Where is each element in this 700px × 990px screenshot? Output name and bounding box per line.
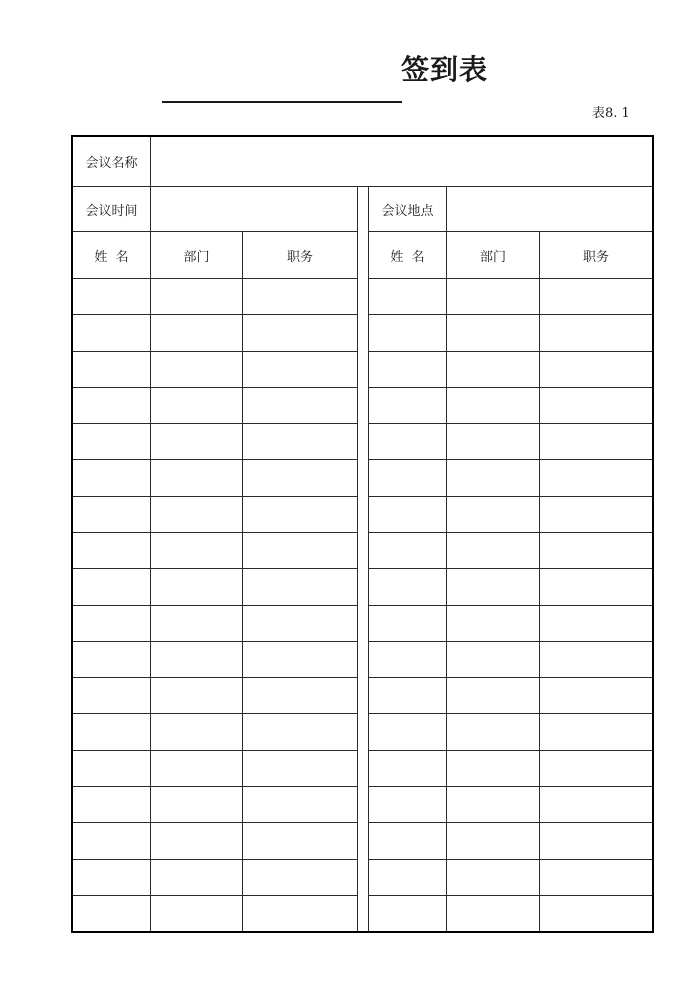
signin-cell-name (369, 460, 447, 495)
signin-row (73, 460, 357, 496)
signin-cell-name (73, 860, 151, 895)
signin-cell-position (540, 388, 652, 423)
signin-cell-department (151, 678, 243, 713)
signin-cell-name (73, 279, 151, 314)
signin-cell-position (540, 896, 652, 931)
signin-cell-name (73, 714, 151, 749)
signin-cell-name (73, 751, 151, 786)
signin-cell-department (447, 678, 540, 713)
signin-cell-department (447, 533, 540, 568)
signin-cell-position (540, 352, 652, 387)
signin-cell-department (151, 424, 243, 459)
signin-cell-department (151, 533, 243, 568)
meeting-location-row (369, 187, 652, 232)
signin-cell-position (243, 388, 357, 423)
signin-cell-name (369, 642, 447, 677)
signin-row (73, 823, 357, 859)
header-position: 职务 (582, 249, 609, 265)
figure-number-label: 表8. 1 (592, 106, 630, 121)
signin-cell-department (151, 569, 243, 604)
signin-cell-name (73, 388, 151, 423)
signin-row (369, 896, 652, 931)
header-row-left (73, 232, 357, 279)
signin-cell-name (369, 497, 447, 532)
signin-cell-position (540, 569, 652, 604)
signin-cell-department (151, 787, 243, 822)
signin-cell-position (243, 279, 357, 314)
meeting-location-label: 会议地点 (369, 187, 447, 231)
signin-row (73, 388, 357, 424)
column-group-divider (358, 187, 368, 931)
signin-rows-right (369, 279, 652, 931)
signin-cell-department (151, 279, 243, 314)
signin-cell-position (540, 787, 652, 822)
signin-cell-position (540, 751, 652, 786)
signin-cell-name (73, 606, 151, 641)
signin-cell-department (151, 751, 243, 786)
left-column-group (73, 187, 358, 931)
signin-cell-name (369, 569, 447, 604)
signin-cell-department (151, 315, 243, 350)
signin-cell-department (447, 787, 540, 822)
header-row-right (369, 232, 652, 279)
signin-cell-department (447, 497, 540, 532)
signin-row (73, 787, 357, 823)
signin-cell-department (151, 860, 243, 895)
meeting-name-row (73, 137, 652, 187)
signin-cell-department (447, 606, 540, 641)
signin-row (369, 787, 652, 823)
signin-cell-position (540, 424, 652, 459)
signin-row (369, 860, 652, 896)
signin-cell-department (447, 642, 540, 677)
signin-cell-name (369, 279, 447, 314)
signin-cell-department (151, 642, 243, 677)
signin-row (73, 424, 357, 460)
signin-row (369, 751, 652, 787)
signin-cell-position (540, 533, 652, 568)
signin-cell-department (447, 424, 540, 459)
signin-row (369, 569, 652, 605)
signin-cell-name (369, 315, 447, 350)
meeting-name-label: 会议名称 (73, 137, 151, 186)
header-name: 姓 名 (73, 232, 151, 278)
signin-row (369, 678, 652, 714)
signin-cell-position (540, 642, 652, 677)
signin-cell-department (447, 823, 540, 858)
signin-cell-position (243, 569, 357, 604)
signin-cell-name (369, 424, 447, 459)
signin-row (369, 714, 652, 750)
signin-cell-position (243, 823, 357, 858)
signin-cell-position (540, 860, 652, 895)
signin-cell-department (447, 714, 540, 749)
signin-cell-department (151, 606, 243, 641)
signin-cell-name (369, 606, 447, 641)
signin-cell-department (447, 896, 540, 931)
signin-cell-department (151, 460, 243, 495)
signin-row (73, 714, 357, 750)
signin-cell-department (151, 388, 243, 423)
signin-row (73, 315, 357, 351)
signin-rows-left (73, 279, 357, 931)
signin-cell-position (243, 497, 357, 532)
signin-cell-name (369, 533, 447, 568)
signin-row (73, 497, 357, 533)
signin-row (73, 896, 357, 931)
signin-cell-department (447, 315, 540, 350)
signin-cell-name (73, 896, 151, 931)
signin-cell-position (243, 606, 357, 641)
signin-cell-name (73, 497, 151, 532)
signin-cell-name (73, 352, 151, 387)
signin-cell-position (243, 751, 357, 786)
signin-cell-name (73, 642, 151, 677)
signin-row (369, 424, 652, 460)
signin-cell-name (73, 460, 151, 495)
signin-cell-department (151, 352, 243, 387)
signin-cell-name (369, 860, 447, 895)
signin-row (369, 460, 652, 496)
signin-cell-position (243, 315, 357, 350)
signin-cell-name (73, 569, 151, 604)
meeting-time-label: 会议时间 (73, 187, 151, 231)
signin-cell-name (369, 388, 447, 423)
signin-cell-department (447, 860, 540, 895)
signin-cell-department (151, 896, 243, 931)
signin-cell-position (243, 460, 357, 495)
header-department: 部门 (151, 232, 243, 278)
signin-cell-name (73, 678, 151, 713)
signin-cell-position (243, 787, 357, 822)
signin-cell-name (369, 678, 447, 713)
signin-cell-name (369, 896, 447, 931)
signin-cell-department (447, 279, 540, 314)
signin-cell-name (369, 787, 447, 822)
signin-cell-department (447, 460, 540, 495)
title-fill-in-blank-line (162, 87, 402, 103)
meeting-location-value-field (447, 187, 652, 231)
signin-cell-name (369, 714, 447, 749)
column-groups (73, 187, 652, 931)
signin-cell-department (447, 388, 540, 423)
signin-cell-position (540, 823, 652, 858)
signin-cell-position (243, 424, 357, 459)
right-column-group (368, 187, 652, 931)
signin-row (73, 642, 357, 678)
signin-cell-position (540, 497, 652, 532)
signin-row (369, 823, 652, 859)
signin-cell-position (540, 714, 652, 749)
header-name: 姓 名 (369, 232, 447, 278)
signin-cell-department (151, 823, 243, 858)
signin-row (369, 497, 652, 533)
signin-row (369, 606, 652, 642)
signin-cell-name (369, 751, 447, 786)
signin-cell-department (447, 352, 540, 387)
page-title: 签到表 (401, 53, 489, 86)
signin-cell-name (73, 823, 151, 858)
signin-cell-position (540, 315, 652, 350)
signin-row (73, 569, 357, 605)
signin-cell-name (369, 352, 447, 387)
signin-row (73, 352, 357, 388)
signin-row (369, 352, 652, 388)
signin-cell-name (369, 823, 447, 858)
signin-cell-name (73, 533, 151, 568)
signin-row (73, 751, 357, 787)
meeting-time-row (73, 187, 357, 232)
signin-cell-position (243, 678, 357, 713)
signin-cell-position (243, 352, 357, 387)
signin-cell-department (447, 569, 540, 604)
signin-row (73, 533, 357, 569)
signin-row (73, 678, 357, 714)
signin-table (71, 135, 654, 933)
signin-row (369, 388, 652, 424)
signin-row (369, 533, 652, 569)
signin-row (369, 279, 652, 315)
signin-cell-position (243, 533, 357, 568)
signin-cell-name (73, 424, 151, 459)
signin-cell-department (447, 751, 540, 786)
signin-row (369, 642, 652, 678)
signin-cell-position (243, 896, 357, 931)
signin-cell-position (243, 860, 357, 895)
signin-cell-position (540, 279, 652, 314)
header-position: 职务 (286, 249, 313, 265)
signin-cell-position (243, 714, 357, 749)
signin-row (369, 315, 652, 351)
signin-cell-name (73, 315, 151, 350)
meeting-name-value-field (151, 137, 652, 186)
signin-cell-position (243, 642, 357, 677)
signin-cell-position (540, 678, 652, 713)
signin-cell-position (540, 606, 652, 641)
signin-row (73, 606, 357, 642)
signin-row (73, 279, 357, 315)
signin-cell-name (73, 787, 151, 822)
signin-cell-department (151, 497, 243, 532)
signin-cell-department (151, 714, 243, 749)
meeting-time-value-field (151, 187, 357, 231)
header-department: 部门 (447, 232, 540, 278)
signin-row (73, 860, 357, 896)
signin-cell-position (540, 460, 652, 495)
